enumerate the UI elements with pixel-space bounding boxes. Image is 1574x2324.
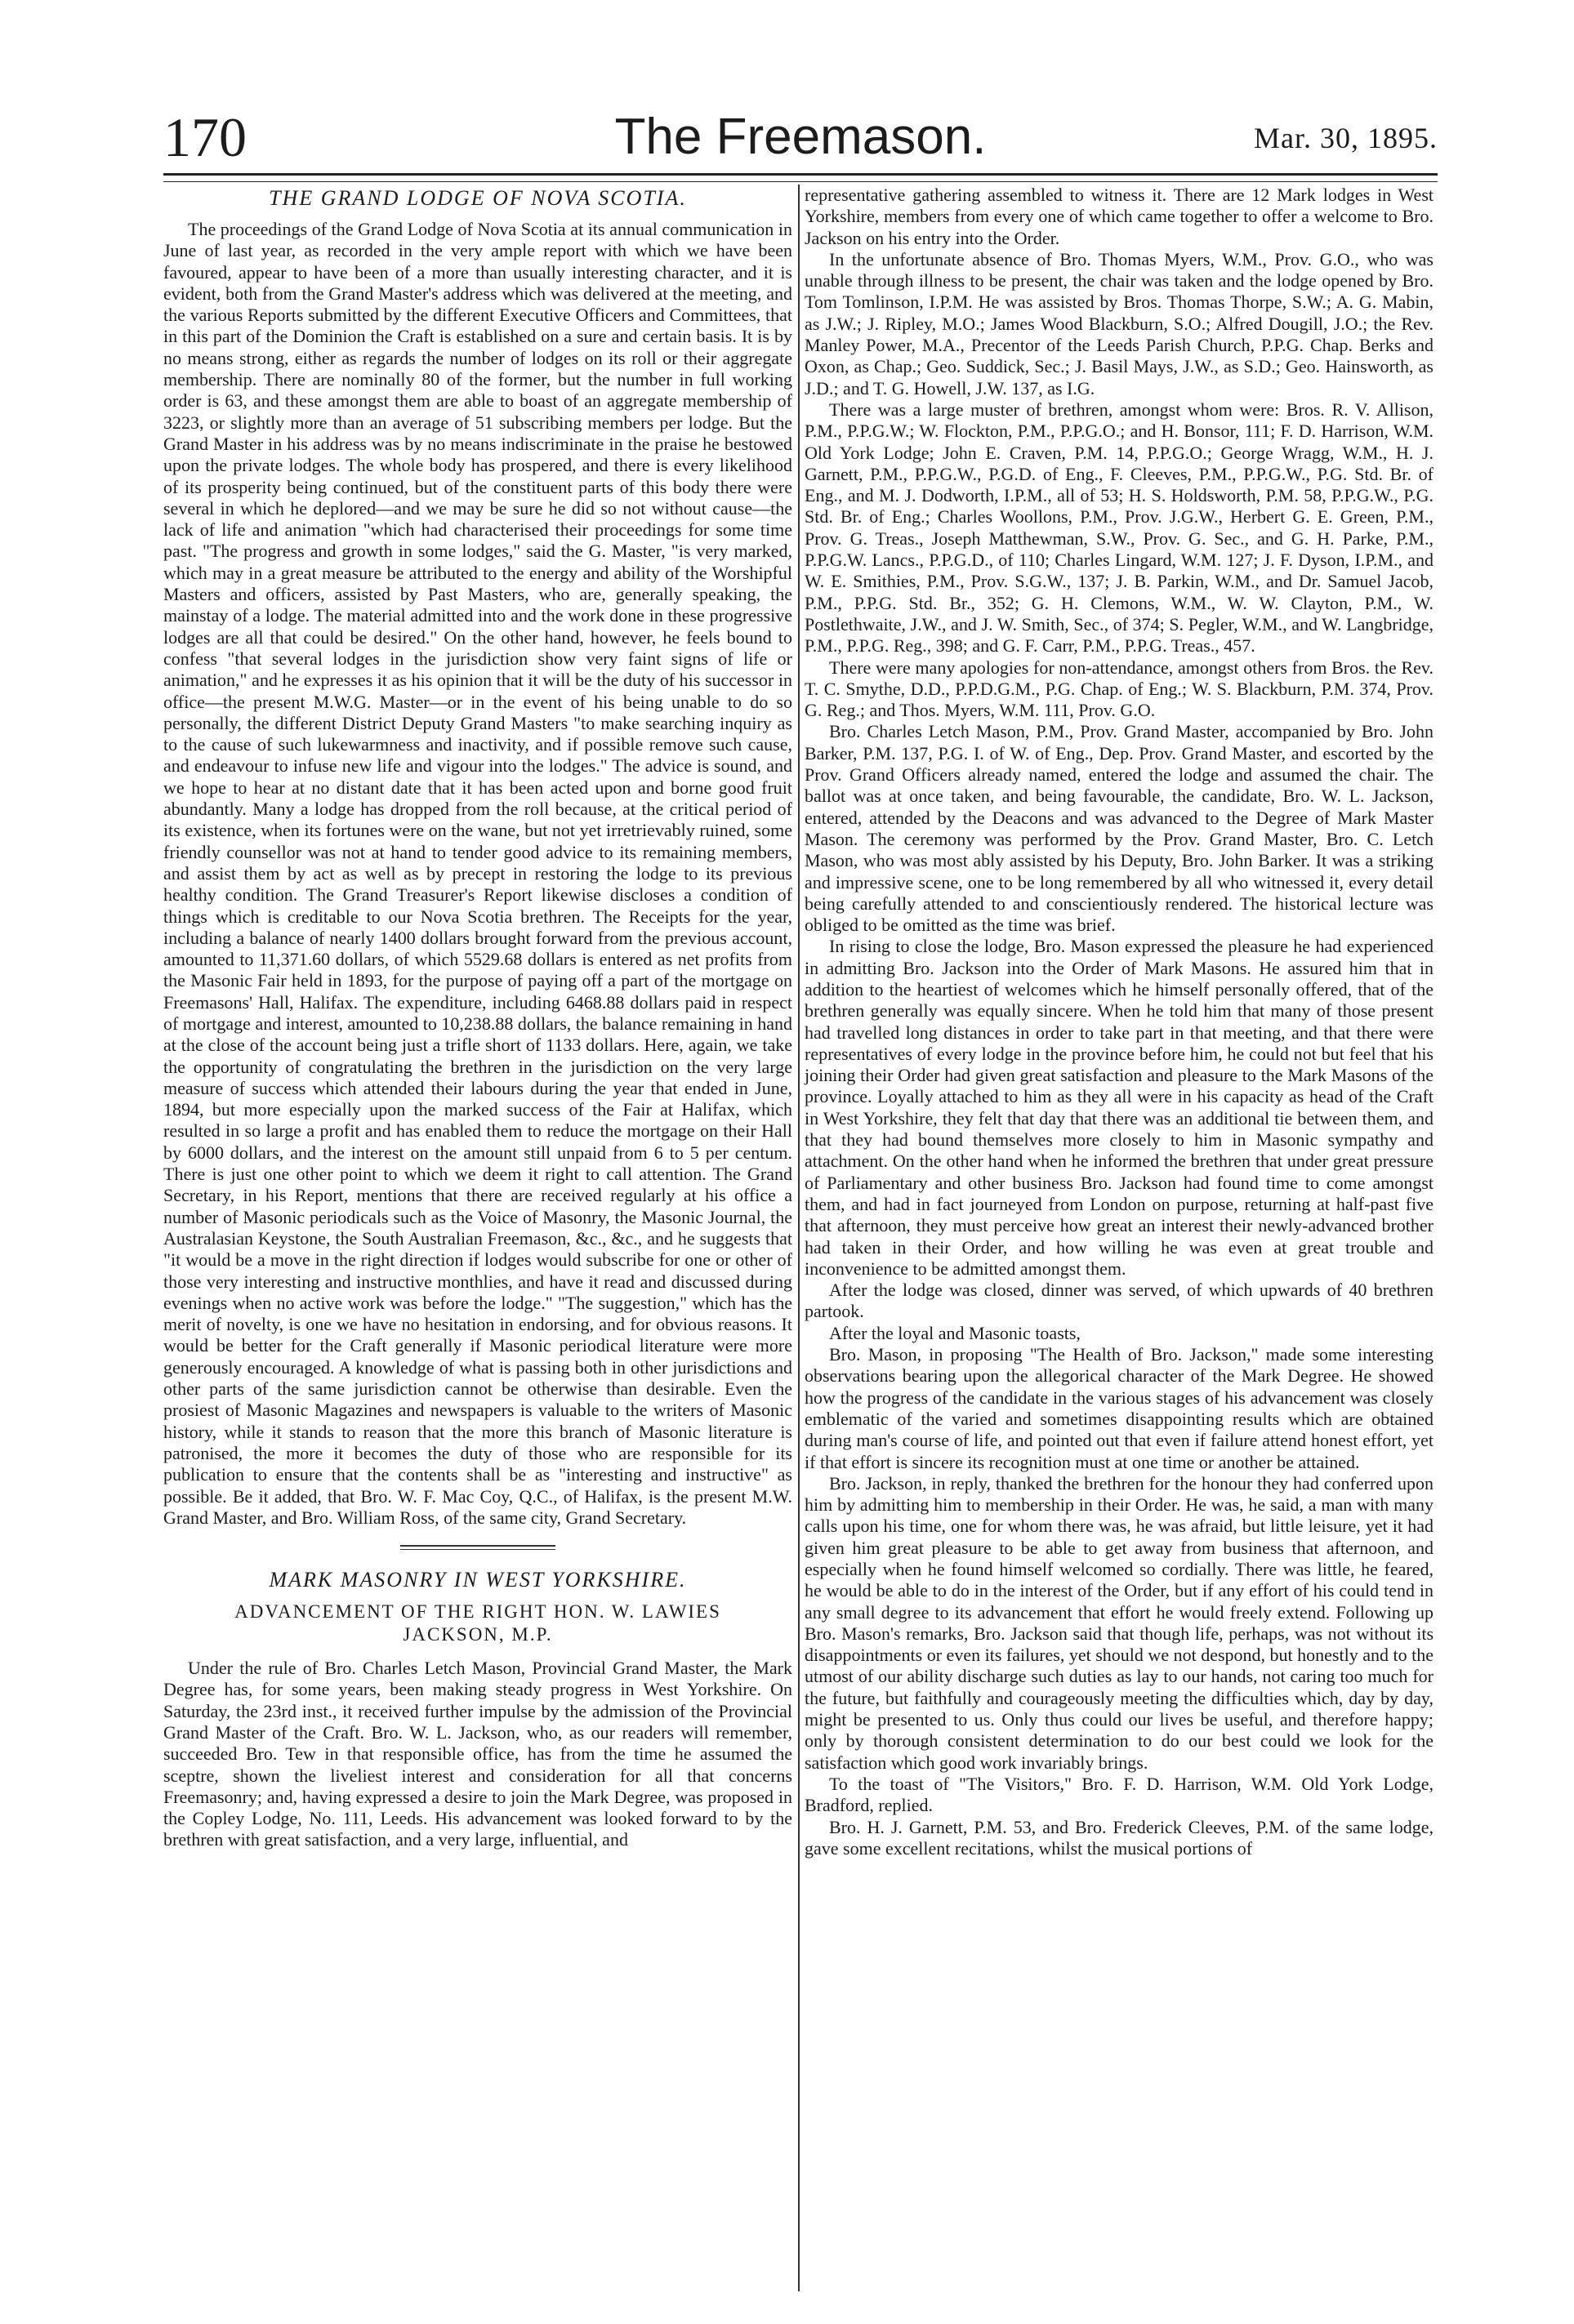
mark-masonry-paragraph-12: Bro. H. J. Garnett, P.M. 53, and Bro. Frederick Cleeves, P.M. of the same lodge, gave some excellent recitations, whilst the musical portions of (805, 1816, 1434, 1859)
article-heading-nova-scotia: THE GRAND LODGE OF NOVA SCOTIA. (269, 186, 687, 210)
masthead (163, 106, 1438, 171)
mark-masonry-paragraph-1-continued: representative gathering assembled to witness it. There are 12 Mark lodges in West Yorkshire, members from every one of which came together to offer a welcome to Bro. Jackson on his entry into the Order. (805, 185, 1434, 248)
mark-masonry-paragraph-1: Under the rule of Bro. Charles Letch Mason, Provincial Grand Master, the Mark Degree has, for some years, been making steady progress in West Yorkshire. On Saturday, the 23rd inst., it received further impulse by the admission of the Provincial Grand Master of the Craft. Bro. W. L. Jackson, who, as our readers will remember, succeeded Bro. Tew in that responsible office, has from the time he assumed the sceptre, shown the liveliest interest and consideration for all that concerns Freemasonry; and, having expressed a desire to join the Mark Degree, was proposed in the Copley Lodge, No. 111, Leeds. His advancement was looked forward to by the brethren with great satisfaction, and a very large, influential, and (163, 1658, 792, 1850)
mark-masonry-paragraph-5: Bro. Charles Letch Mason, P.M., Prov. Grand Master, accompanied by Bro. John Barker, P.M. 137, P.G. I. of W. of Eng., Dep. Prov. Grand Master, and escorted by the Prov. Grand Officers already named, entered the lodge and assumed the chair. The ballot was at once taken, and being favourable, the candidate, Bro. W. L. Jackson, entered, attended by the Deacons and was advanced to the Degree of Mark Master Mason. The ceremony was performed by the Prov. Grand Master, Bro. C. Letch Mason, who was most ably assisted by his Deputy, Bro. John Barker. It was a striking and impressive scene, one to be long remembered by all who witnessed it, every detail being carefully attended to and conscientiously rendered. The historical lecture was obliged to be omitted as the time was brief. (805, 721, 1434, 936)
newspaper-title: The Freemason. (614, 109, 987, 165)
left-column (163, 185, 792, 1851)
article-heading-mark-masonry: MARK MASONRY IN WEST YORKSHIRE. (269, 1568, 687, 1592)
masthead-rule (163, 173, 1438, 182)
mark-masonry-paragraph-2: In the unfortunate absence of Bro. Thomas Myers, W.M., Prov. G.O., who was unable through illness to be present, the chair was taken and the lodge opened by Bro. Tom Tomlinson, I.P.M. He was assisted by Bros. Thomas Thorpe, S.W.; A. G. Mabin, as J.W.; J. Ripley, M.O.; James Wood Blackburn, S.O.; Alfred Dougill, J.O.; the Rev. Manley Power, M.A., Precentor of the Leeds Parish Church, P.P.G. Chap. Berks and Oxon, as Chap.; Geo. Suddick, Sec.; J. Basil Mays, J.W., as S.D.; Geo. Hainsworth, as J.D.; and T. G. Howell, J.W. 137, as I.G. (805, 248, 1434, 398)
mark-masonry-paragraph-4: There were many apologies for non-attendance, amongst others from Bros. the Rev. T. C. Smythe, D.D., P.P.D.G.M., P.G. Chap. of Eng.; W. S. Blackburn, P.M. 374, Prov. G. Reg.; and Thos. Myers, W.M. 111, Prov. G.O. (805, 657, 1434, 721)
mark-masonry-paragraph-3: There was a large muster of brethren, amongst whom were: Bros. R. V. Allison, P.M., P.P.G.W.; W. Flockton, P.M., P.P.G.O.; and H. Bonsor, 111; F. D. Harrison, W.M. Old York Lodge; John E. Craven, P.M. 14, P.P.G.O.; George Wragg, W.M., H. J. Garnett, P.M., P.P.G.W., P.G.D. of Eng., F. Cleeves, P.M., P.P.G.W., P.G. Std. Br. of Eng., and M. J. Dodworth, I.P.M., all of 53; H. S. Holdsworth, P.M. 58, P.P.G.W., P.G. Std. Br. of Eng.; Charles Woollons, P.M., Prov. J.G.W., Herbert G. E. Green, P.M., Prov. G. Treas., Joseph Matthewman, S.W., Prov. G. Sec., and G. H. Parke, P.M., P.P.G.W. Lancs., P.P.G.D., of 110; Charles Lingard, W.M. 127; J. F. Dyson, I.P.M., and W. E. Smithies, P.M., Prov. S.G.W., 137; J. B. Parkin, W.M., and Dr. Samuel Jacob, P.M., P.P.G. Std. Br., 352; G. H. Clemons, W.M., W. W. Clayton, P.M., W. Postlethwaite, J.W., and J. W. Smith, Sec., of 374; S. Pegler, W.M., and W. Langbridge, P.M., P.P.G. Reg., 398; and G. F. Carr, P.M., P.P.G. Treas., 457. (805, 398, 1434, 657)
right-column (805, 185, 1434, 1859)
mark-masonry-paragraph-7: After the lodge was closed, dinner was served, of which upwards of 40 brethren partook. (805, 1280, 1434, 1322)
article-separator (400, 1545, 555, 1550)
issue-date: Mar. 30, 1895. (1254, 122, 1438, 154)
column-divider (798, 185, 800, 2291)
page-number: 170 (163, 106, 247, 168)
nova-scotia-paragraph: The proceedings of the Grand Lodge of Nova Scotia at its annual communication in June of last year, as recorded in the very ample report with which we have been favoured, appear to have been of a more than usually interesting character, and it is evident, both from the Grand Master's address which was delivered at the meeting, and the various Reports submitted by the different Executive Officers and Committees, that in this part of the Dominion the Craft is established on a sure and certain basis. It is by no means strong, either as regards the number of lodges on its roll or their aggregate membership. There are nominally 80 of the former, but the number in full working order is 63, and these amongst them are able to boast of an aggregate membership of 3223, or slightly more than an average of 51 subscribing members per lodge. But the Grand Master in his address was by no means indiscriminate in the praise he bestowed upon the private lodges. The whole body has prospered, and there is every likelihood of its prosperity being continued, but of the constituent parts of this body there were several in which he deplored—and we may be sure he did so not without cause—the lack of life and animation "which had characterised their proceedings for some time past. "The progress and growth in some lodges," said the G. Master, "is very marked, which may in a great measure be attributed to the energy and ability of the Worshipful Masters and officers, assisted by Past Masters, who are, generally speaking, the mainstay of a lodge. The material admitted into and the work done in these progressive lodges are all that could be desired." On the other hand, however, he feels bound to confess "that several lodges in the jurisdiction show very faint signs of life or animation," and he expresses it as his opinion that it will be the duty of his successor in office—the present M.W.G. Master—or in the event of his being unable to do so personally, the different District Deputy Grand Masters "to make searching inquiry as to the cause of such lukewarmness and inactivity, and if possible remove such cause, and endeavour to infuse new life and vigour into the lodges." The advice is sound, and we hope to hear at no distant date that it has been acted upon and borne good fruit abundantly. Many a lodge has dropped from the roll because, at the critical period of its existence, when its fortunes were on the wane, but not yet irretrievably ruined, some friendly counsellor was not at hand to tender good advice to its remaining members, and assist them by act as well as by precept in restoring the lodge to its previous healthy condition. The Grand Treasurer's Report likewise discloses a condition of things which is creditable to our Nova Scotia brethren. The Receipts for the year, including a balance of nearly 1400 dollars brought forward from the previous account, amounted to 11,371.60 dollars, of which 5529.68 dollars is entered as net profits from the Masonic Fair held in 1893, for the purpose of paying off a part of the mortgage on Freemasons' Hall, Halifax. The expenditure, including 6468.88 dollars paid in respect of mortgage and interest, amounted to 10,238.88 dollars, the balance remaining in hand at the close of the account being just a trifle short of 1133 dollars. Here, again, we take the opportunity of congratulating the brethren in the jurisdiction on the very large measure of success which attended their labours during the year that ended in June, 1894, but more especially upon the marked success of the Fair at Halifax, which resulted in so large a profit and has enabled them to reduce the mortgage on their Hall by 6000 dollars, and the interest on the amount still unpaid from 6 to 5 per centum. There is just one other point to which we deem it right to call attention. The Grand Secretary, in his Report, mentions that there are received regularly at his office a number of Masonic periodicals such as the Voice of Masonry, the Masonic Journal, the Australasian Keystone, the South Australian Freemason, &c., &c., and he suggests that "it would be a move in the right direction if lodges would subscribe for one or other of those very interesting and instructive monthlies, and have it read and discussed during evenings when no active work was before the lodge." "The suggestion," which has the merit of novelty, is one we have no hesitation in endorsing, and for obvious reasons. It would be better for the Craft generally if Masonic periodical literature were more generously encouraged. A knowledge of what is passing both in other jurisdictions and other parts of the same jurisdiction cannot be otherwise than desirable. Even the prosiest of Masonic Magazines and newspapers is valuable to the writers of Masonic history, while it stands to reason that the more this branch of Masonic literature is patronised, the more it becomes the duty of those who are responsible for its publication to ensure that the contents shall be as "interesting and instructive" as possible. Be it added, that Bro. W. F. Mac Coy, Q.C., of Halifax, is the present M.W. Grand Master, and Bro. William Ross, of the same city, Grand Secretary. (163, 219, 792, 1528)
mark-masonry-paragraph-8: After the loyal and Masonic toasts, (829, 1322, 1081, 1343)
mark-masonry-paragraph-10: Bro. Jackson, in reply, thanked the brethren for the honour they had conferred upon him by admitting him to membership in their Order. He was, he said, a man with many calls upon his time, one for whom there was, he was afraid, but little leisure, yet it had given him great pleasure to be able to get away from business that afternoon, and especially when he found himself welcomed so cordially. There was little, he feared, he would be able to do in the interest of the Order, but if any effort of his could tend in any small degree to its advancement that effort he would freely extend. Following up Bro. Mason's remarks, Bro. Jackson said that though life, perhaps, was not without its disappointments or even its failures, yet should we not despond, but honestly and to the utmost of our ability discharge such duties as lay to our hands, not caring too much for the future, but faithfully and courageously meeting the difficulties which, day by day, might be presented to us. Only thus could our lives be useful, and therefore happy; only by thorough consistent determination to do our best could we look for the satisfaction which good work invariably brings. (805, 1472, 1434, 1773)
mark-masonry-paragraph-6: In rising to close the lodge, Bro. Mason expressed the pleasure he had experienced in admitting Bro. Jackson into the Order of Mark Masons. He assured him that in addition to the heartiest of welcomes which he himself personally offered, that of the brethren generally was equally sincere. When he told him that many of those present had travelled long distances in order to take part in that meeting, and that there were representatives of every lodge in the province before him, he could not but feel that his joining their Order had given great satisfaction and pleasure to the Mark Masons of the province. Loyally attached to him as they all were in his capacity as head of the Craft in West Yorkshire, they felt that day that there was an additional tie between them, and that they had bound themselves more closely to him in Masonic sympathy and attachment. On the other hand when he informed the brethren that under great pressure of Parliamentary and other business Bro. Jackson had found time to come amongst them, and had in fact journeyed from London on purpose, returning at half-past five that afternoon, they must perceive how great an interest their newly-advanced brother had taken in their Order, and how willing he was even at great trouble and inconvenience to be admitted amongst them. (805, 936, 1434, 1279)
article-subheading: ADVANCEMENT OF THE RIGHT HON. W. LAWIES JACKSON, M.P. (234, 1601, 721, 1645)
mark-masonry-paragraph-11: To the toast of "The Visitors," Bro. F. D. Harrison, W.M. Old York Lodge, Bradford, replied. (805, 1773, 1434, 1816)
mark-masonry-paragraph-9: Bro. Mason, in proposing "The Health of Bro. Jackson," made some interesting observations bearing upon the allegorical character of the Mark Degree. He showed how the progress of the candidate in the various stages of his advancement was closely emblematic of the varied and sometimes disappointing results which are obtained during man's course of life, and pointed out that even if failure attend honest effort, yet if that effort is sincere its recognition must at one time or another be attained. (805, 1344, 1434, 1472)
